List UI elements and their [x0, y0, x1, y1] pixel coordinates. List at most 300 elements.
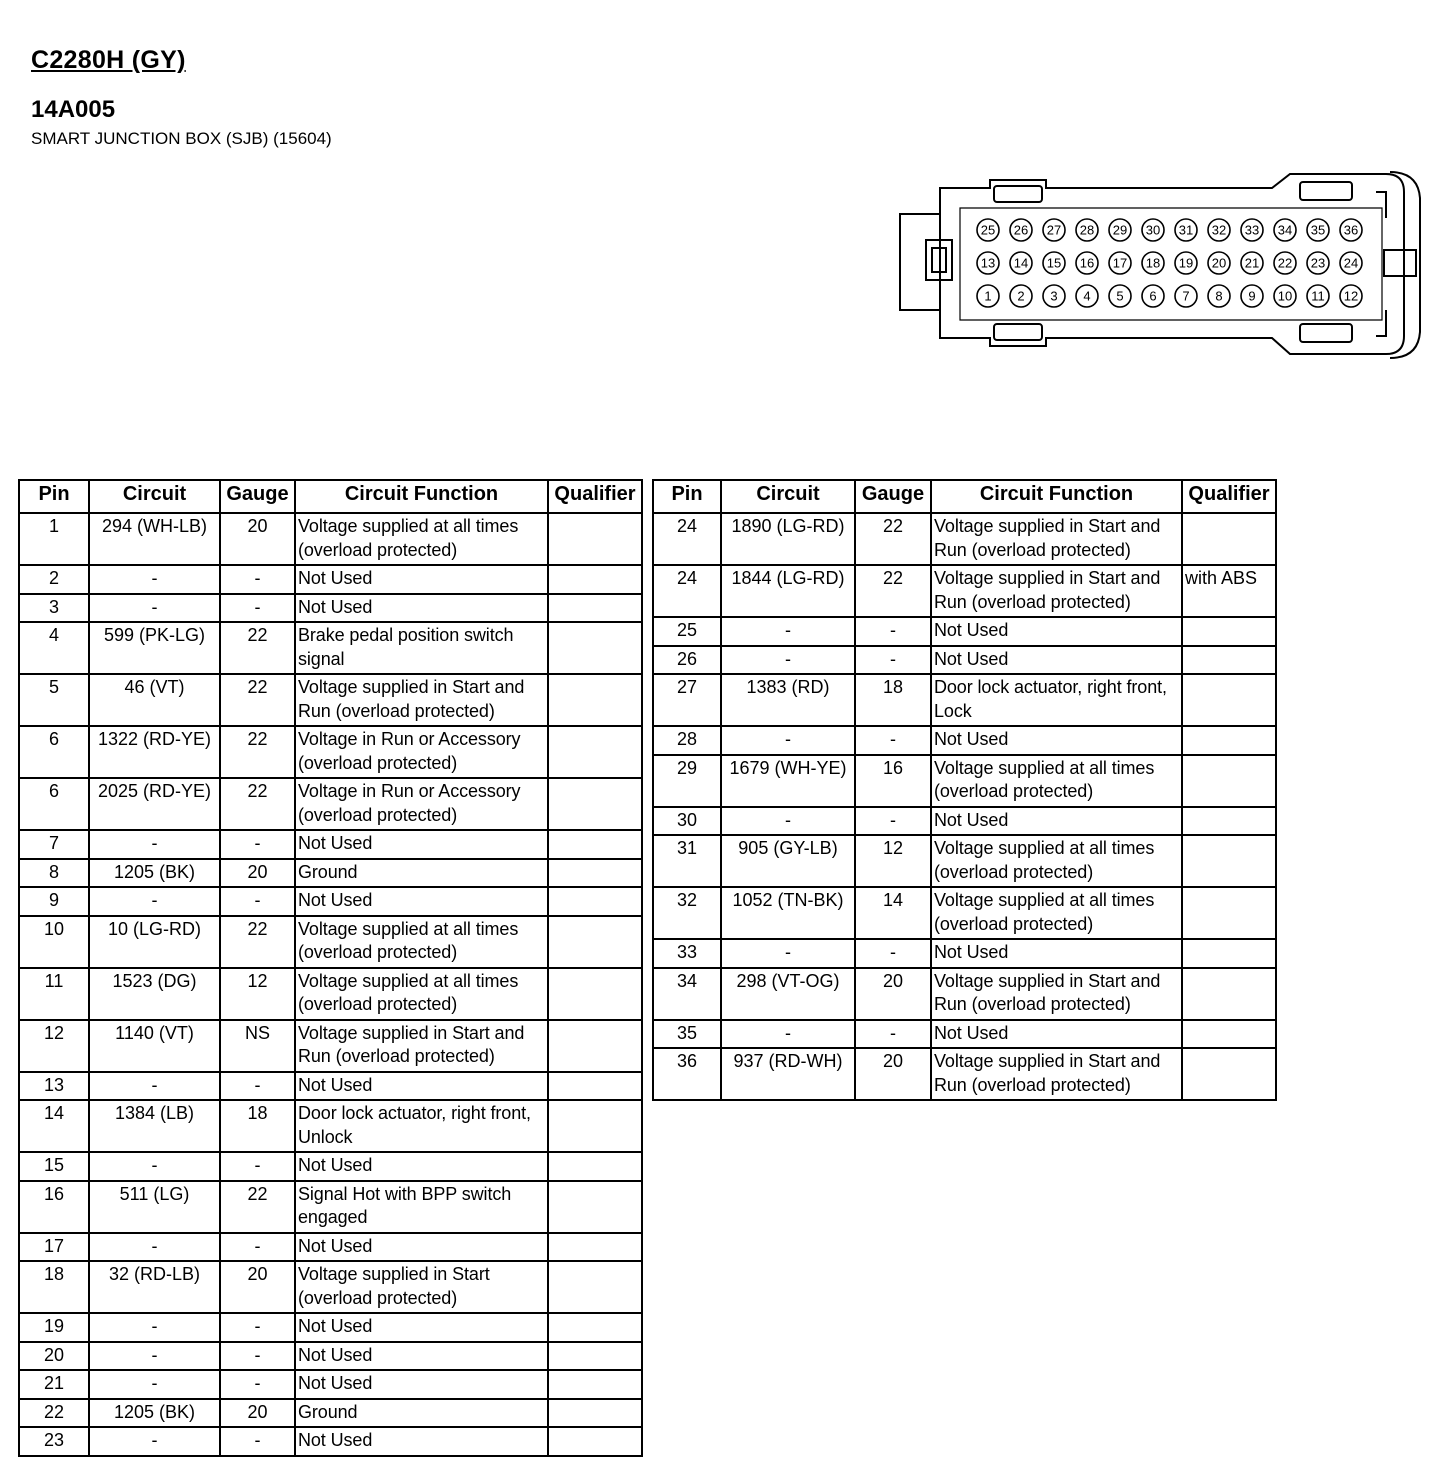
connector-pin	[1109, 285, 1131, 307]
pin-number-label: 21	[1244, 255, 1260, 271]
circuit-cell: 937 (RD-WH)	[721, 1048, 855, 1100]
connector-pin	[1142, 219, 1164, 241]
gauge-cell: 22	[220, 916, 295, 968]
gauge-cell: NS	[220, 1020, 295, 1072]
function-cell: Brake pedal position switch signal	[295, 622, 548, 674]
pin-cell: 13	[19, 1072, 89, 1101]
gauge-cell: 14	[855, 887, 931, 939]
table-row	[653, 755, 1276, 807]
pin-cell: 4	[19, 622, 89, 674]
pin-number-label: 24	[1343, 255, 1359, 271]
pin-number-label: 32	[1211, 222, 1227, 238]
pin-number-label: 31	[1178, 222, 1194, 238]
connector-pin	[1010, 285, 1032, 307]
gauge-cell: 20	[855, 968, 931, 1020]
gauge-cell: 22	[855, 513, 931, 565]
pin-cell: 8	[19, 859, 89, 888]
pin-number-label: 7	[1182, 288, 1190, 304]
pin-cell: 24	[653, 565, 721, 617]
qualifier-cell	[548, 565, 642, 594]
connector-pin	[1043, 285, 1065, 307]
pin-cell: 12	[19, 1020, 89, 1072]
connector-pin	[1010, 219, 1032, 241]
gauge-cell: -	[220, 1342, 295, 1371]
table-row	[19, 1100, 642, 1152]
pin-number-label: 23	[1310, 255, 1326, 271]
connector-pin	[1274, 285, 1296, 307]
circuit-cell: -	[89, 1313, 220, 1342]
function-cell: Not Used	[295, 1313, 548, 1342]
gauge-cell: 22	[220, 674, 295, 726]
pin-number-label: 19	[1178, 255, 1194, 271]
connector-pin	[1175, 252, 1197, 274]
col-header-gauge: Gauge	[855, 480, 931, 513]
table-header-row	[19, 480, 642, 513]
pin-number-label: 1	[984, 288, 992, 304]
qualifier-cell	[548, 859, 642, 888]
pin-number-label: 16	[1079, 255, 1095, 271]
pin-cell: 33	[653, 939, 721, 968]
circuit-cell: 46 (VT)	[89, 674, 220, 726]
gauge-cell: 12	[220, 968, 295, 1020]
connector-pin	[1010, 252, 1032, 274]
pin-number-label: 6	[1149, 288, 1157, 304]
circuit-cell: -	[721, 646, 855, 675]
circuit-cell: 1383 (RD)	[721, 674, 855, 726]
pin-number-label: 35	[1310, 222, 1326, 238]
col-header-pin: Pin	[653, 480, 721, 513]
circuit-cell: 1890 (LG-RD)	[721, 513, 855, 565]
qualifier-cell	[548, 594, 642, 623]
col-header-function: Circuit Function	[295, 480, 548, 513]
circuit-cell: 10 (LG-RD)	[89, 916, 220, 968]
pin-cell: 7	[19, 830, 89, 859]
pinout-table-left	[18, 479, 643, 1457]
gauge-cell: 20	[220, 859, 295, 888]
connector-pin	[1241, 252, 1263, 274]
qualifier-cell	[548, 622, 642, 674]
pin-cell: 15	[19, 1152, 89, 1181]
qualifier-cell	[1182, 755, 1276, 807]
table-row	[19, 674, 642, 726]
function-cell: Not Used	[931, 617, 1182, 646]
gauge-cell: 18	[220, 1100, 295, 1152]
gauge-cell: 22	[220, 1181, 295, 1233]
gauge-cell: 18	[855, 674, 931, 726]
pin-number-label: 5	[1116, 288, 1124, 304]
qualifier-cell	[1182, 887, 1276, 939]
function-cell: Voltage supplied in Start and Run (overload protected)	[295, 1020, 548, 1072]
pin-number-label: 4	[1083, 288, 1091, 304]
qualifier-cell	[548, 1261, 642, 1313]
pin-cell: 6	[19, 726, 89, 778]
pin-number-label: 30	[1145, 222, 1161, 238]
pin-cell: 17	[19, 1233, 89, 1262]
pin-number-label: 26	[1013, 222, 1029, 238]
gauge-cell: -	[220, 1233, 295, 1262]
table-row	[19, 968, 642, 1020]
gauge-cell: -	[220, 1427, 295, 1456]
connector-pin	[1142, 285, 1164, 307]
gauge-cell: 20	[220, 1399, 295, 1428]
pin-cell: 23	[19, 1427, 89, 1456]
function-cell: Not Used	[931, 646, 1182, 675]
connector-pin	[977, 252, 999, 274]
pin-cell: 10	[19, 916, 89, 968]
function-cell: Not Used	[931, 807, 1182, 836]
circuit-cell: -	[89, 830, 220, 859]
table-row	[653, 513, 1276, 565]
qualifier-cell	[548, 1152, 642, 1181]
table-row	[653, 835, 1276, 887]
circuit-cell: 1679 (WH-YE)	[721, 755, 855, 807]
pin-number-label: 14	[1013, 255, 1029, 271]
gauge-cell: -	[855, 617, 931, 646]
table-row	[19, 1313, 642, 1342]
table-row	[19, 1181, 642, 1233]
table-row	[19, 859, 642, 888]
gauge-cell: 22	[220, 726, 295, 778]
table-row	[653, 617, 1276, 646]
qualifier-cell	[1182, 807, 1276, 836]
connector-pin	[1340, 285, 1362, 307]
pin-cell: 5	[19, 674, 89, 726]
function-cell: Voltage supplied at all times (overload protected)	[295, 513, 548, 565]
pin-cell: 16	[19, 1181, 89, 1233]
pin-cell: 22	[19, 1399, 89, 1428]
gauge-cell: -	[220, 594, 295, 623]
pin-number-label: 36	[1343, 222, 1359, 238]
qualifier-cell	[1182, 835, 1276, 887]
circuit-cell: 905 (GY-LB)	[721, 835, 855, 887]
connector-pin	[1109, 219, 1131, 241]
function-cell: Ground	[295, 1399, 548, 1428]
gauge-cell: 22	[220, 622, 295, 674]
pin-number-label: 27	[1046, 222, 1062, 238]
table-row	[653, 1020, 1276, 1049]
table-row	[19, 1370, 642, 1399]
connector-pin	[977, 285, 999, 307]
connector-pin	[1175, 219, 1197, 241]
col-header-function: Circuit Function	[931, 480, 1182, 513]
function-cell: Not Used	[295, 830, 548, 859]
pin-cell: 28	[653, 726, 721, 755]
gauge-cell: -	[220, 1152, 295, 1181]
circuit-cell: 1523 (DG)	[89, 968, 220, 1020]
connector-pin	[1142, 252, 1164, 274]
pin-cell: 6	[19, 778, 89, 830]
gauge-cell: 22	[855, 565, 931, 617]
circuit-cell: -	[89, 1233, 220, 1262]
qualifier-cell	[1182, 939, 1276, 968]
qualifier-cell	[548, 1399, 642, 1428]
connector-pin	[1076, 219, 1098, 241]
gauge-cell: -	[220, 1313, 295, 1342]
pin-number-label: 17	[1112, 255, 1128, 271]
gauge-cell: -	[855, 646, 931, 675]
connector-pin	[1340, 252, 1362, 274]
gauge-cell: -	[220, 565, 295, 594]
circuit-cell: -	[721, 726, 855, 755]
table-row	[19, 565, 642, 594]
pin-cell: 18	[19, 1261, 89, 1313]
pin-cell: 11	[19, 968, 89, 1020]
gauge-cell: -	[855, 807, 931, 836]
function-cell: Not Used	[295, 887, 548, 916]
gauge-cell: -	[220, 1072, 295, 1101]
circuit-cell: -	[721, 1020, 855, 1049]
component-description: SMART JUNCTION BOX (SJB) (15604)	[31, 129, 332, 148]
function-cell: Voltage supplied in Start and Run (overload protected)	[931, 513, 1182, 565]
table-row	[653, 674, 1276, 726]
table-row	[19, 778, 642, 830]
table-row	[19, 1342, 642, 1371]
circuit-cell: 1384 (LB)	[89, 1100, 220, 1152]
gauge-cell: 22	[220, 778, 295, 830]
part-number: 14A005	[31, 96, 116, 123]
function-cell: Voltage supplied in Start (overload protected)	[295, 1261, 548, 1313]
connector-pin	[1274, 252, 1296, 274]
function-cell: Door lock actuator, right front, Unlock	[295, 1100, 548, 1152]
gauge-cell: -	[855, 1020, 931, 1049]
pinout-table-right	[652, 479, 1277, 1101]
gauge-cell: -	[855, 939, 931, 968]
pin-number-label: 9	[1248, 288, 1256, 304]
qualifier-cell	[548, 1342, 642, 1371]
function-cell: Voltage supplied at all times (overload protected)	[931, 835, 1182, 887]
gauge-cell: -	[855, 726, 931, 755]
function-cell: Voltage supplied at all times (overload protected)	[931, 887, 1182, 939]
table-row	[653, 807, 1276, 836]
gauge-cell: 12	[855, 835, 931, 887]
qualifier-cell	[548, 1427, 642, 1456]
pin-cell: 27	[653, 674, 721, 726]
function-cell: Voltage supplied in Start and Run (overload protected)	[931, 1048, 1182, 1100]
table-row	[19, 594, 642, 623]
function-cell: Not Used	[295, 1427, 548, 1456]
circuit-cell: 1205 (BK)	[89, 1399, 220, 1428]
circuit-cell: 2025 (RD-YE)	[89, 778, 220, 830]
qualifier-cell	[548, 916, 642, 968]
pin-number-label: 13	[980, 255, 996, 271]
function-cell: Voltage supplied in Start and Run (overload protected)	[295, 674, 548, 726]
pin-cell: 21	[19, 1370, 89, 1399]
col-header-qualifier: Qualifier	[548, 480, 642, 513]
col-header-circuit: Circuit	[721, 480, 855, 513]
table-row	[19, 887, 642, 916]
gauge-cell: 20	[220, 513, 295, 565]
circuit-cell: 32 (RD-LB)	[89, 1261, 220, 1313]
circuit-cell: -	[89, 594, 220, 623]
qualifier-cell	[548, 1181, 642, 1233]
table-row	[653, 887, 1276, 939]
connector-pin	[1208, 252, 1230, 274]
pin-number-label: 20	[1211, 255, 1227, 271]
table-row	[653, 968, 1276, 1020]
function-cell: Voltage supplied in Start and Run (overload protected)	[931, 968, 1182, 1020]
pin-cell: 34	[653, 968, 721, 1020]
pin-cell: 24	[653, 513, 721, 565]
pin-number-label: 25	[980, 222, 996, 238]
qualifier-cell	[1182, 674, 1276, 726]
pin-cell: 25	[653, 617, 721, 646]
circuit-cell: 1322 (RD-YE)	[89, 726, 220, 778]
connector-pin	[1274, 219, 1296, 241]
function-cell: Signal Hot with BPP switch engaged	[295, 1181, 548, 1233]
connector-pin	[1241, 219, 1263, 241]
function-cell: Not Used	[295, 1342, 548, 1371]
circuit-cell: -	[89, 1152, 220, 1181]
pin-number-label: 11	[1311, 288, 1325, 304]
circuit-cell: 1140 (VT)	[89, 1020, 220, 1072]
pin-number-label: 2	[1017, 288, 1025, 304]
pin-cell: 32	[653, 887, 721, 939]
pin-number-label: 15	[1046, 255, 1062, 271]
qualifier-cell	[548, 1233, 642, 1262]
pin-number-label: 29	[1112, 222, 1128, 238]
function-cell: Not Used	[295, 565, 548, 594]
circuit-cell: -	[721, 807, 855, 836]
function-cell: Voltage supplied in Start and Run (overload protected)	[931, 565, 1182, 617]
qualifier-cell	[548, 830, 642, 859]
function-cell: Voltage in Run or Accessory (overload protected)	[295, 778, 548, 830]
qualifier-cell	[548, 674, 642, 726]
table-row	[653, 565, 1276, 617]
function-cell: Voltage supplied at all times (overload protected)	[295, 968, 548, 1020]
gauge-cell: -	[220, 887, 295, 916]
pin-cell: 19	[19, 1313, 89, 1342]
col-header-pin: Pin	[19, 480, 89, 513]
table-row	[653, 646, 1276, 675]
connector-pin	[1043, 219, 1065, 241]
table-row	[653, 939, 1276, 968]
table-row	[653, 1048, 1276, 1100]
connector-pin	[1307, 219, 1329, 241]
table-row	[19, 1261, 642, 1313]
col-header-gauge: Gauge	[220, 480, 295, 513]
circuit-cell: -	[89, 887, 220, 916]
connector-pin	[1208, 285, 1230, 307]
circuit-cell: 1052 (TN-BK)	[721, 887, 855, 939]
qualifier-cell	[1182, 726, 1276, 755]
pin-cell: 9	[19, 887, 89, 916]
qualifier-cell	[1182, 646, 1276, 675]
qualifier-cell	[548, 1100, 642, 1152]
function-cell: Not Used	[931, 939, 1182, 968]
function-cell: Door lock actuator, right front, Lock	[931, 674, 1182, 726]
circuit-cell: 1205 (BK)	[89, 859, 220, 888]
table-row	[19, 726, 642, 778]
pin-number-label: 22	[1277, 255, 1293, 271]
qualifier-cell	[548, 726, 642, 778]
circuit-cell: 1844 (LG-RD)	[721, 565, 855, 617]
pin-number-label: 34	[1277, 222, 1293, 238]
table-header-row	[653, 480, 1276, 513]
connector-pin	[1175, 285, 1197, 307]
qualifier-cell	[548, 778, 642, 830]
pin-cell: 20	[19, 1342, 89, 1371]
function-cell: Ground	[295, 859, 548, 888]
function-cell: Not Used	[295, 1152, 548, 1181]
circuit-cell: -	[721, 939, 855, 968]
pin-number-label: 8	[1215, 288, 1223, 304]
table-row	[19, 513, 642, 565]
pin-number-label: 3	[1050, 288, 1058, 304]
function-cell: Not Used	[295, 1370, 548, 1399]
qualifier-cell	[1182, 1020, 1276, 1049]
pin-number-label: 10	[1277, 288, 1293, 304]
connector-pin	[1340, 219, 1362, 241]
connector-pin	[977, 219, 999, 241]
qualifier-cell	[548, 1370, 642, 1399]
connector-pin	[1208, 219, 1230, 241]
pin-cell: 2	[19, 565, 89, 594]
gauge-cell: 20	[855, 1048, 931, 1100]
function-cell: Not Used	[295, 1072, 548, 1101]
qualifier-cell: with ABS	[1182, 565, 1276, 617]
connector-pin	[1307, 285, 1329, 307]
qualifier-cell	[1182, 617, 1276, 646]
pin-cell: 26	[653, 646, 721, 675]
circuit-cell: -	[89, 1072, 220, 1101]
circuit-cell: 599 (PK-LG)	[89, 622, 220, 674]
table-row	[19, 1020, 642, 1072]
connector-pin	[1307, 252, 1329, 274]
gauge-cell: 20	[220, 1261, 295, 1313]
pin-cell: 29	[653, 755, 721, 807]
function-cell: Not Used	[295, 1233, 548, 1262]
col-header-circuit: Circuit	[89, 480, 220, 513]
circuit-cell: -	[721, 617, 855, 646]
col-header-qualifier: Qualifier	[1182, 480, 1276, 513]
circuit-cell: 298 (VT-OG)	[721, 968, 855, 1020]
gauge-cell: 16	[855, 755, 931, 807]
circuit-cell: -	[89, 1427, 220, 1456]
pin-cell: 1	[19, 513, 89, 565]
qualifier-cell	[548, 887, 642, 916]
table-row	[19, 1427, 642, 1456]
function-cell: Not Used	[931, 1020, 1182, 1049]
function-cell: Voltage supplied at all times (overload protected)	[295, 916, 548, 968]
pin-cell: 35	[653, 1020, 721, 1049]
connector-title: C2280H (GY)	[31, 46, 186, 74]
connector-pin	[1043, 252, 1065, 274]
function-cell: Voltage in Run or Accessory (overload protected)	[295, 726, 548, 778]
connector-pin	[1241, 285, 1263, 307]
qualifier-cell	[548, 1313, 642, 1342]
connector-pin	[1109, 252, 1131, 274]
table-row	[19, 1072, 642, 1101]
qualifier-cell	[548, 1020, 642, 1072]
table-row	[19, 622, 642, 674]
gauge-cell: -	[220, 1370, 295, 1399]
circuit-cell: -	[89, 565, 220, 594]
qualifier-cell	[1182, 513, 1276, 565]
table-row	[19, 1152, 642, 1181]
pin-cell: 14	[19, 1100, 89, 1152]
circuit-cell: 294 (WH-LB)	[89, 513, 220, 565]
table-row	[19, 916, 642, 968]
table-row	[653, 726, 1276, 755]
pin-number-label: 33	[1244, 222, 1260, 238]
pin-number-label: 28	[1079, 222, 1095, 238]
table-row	[19, 1233, 642, 1262]
circuit-cell: -	[89, 1342, 220, 1371]
pin-cell: 3	[19, 594, 89, 623]
qualifier-cell	[1182, 1048, 1276, 1100]
pin-number-label: 12	[1343, 288, 1359, 304]
qualifier-cell	[1182, 968, 1276, 1020]
